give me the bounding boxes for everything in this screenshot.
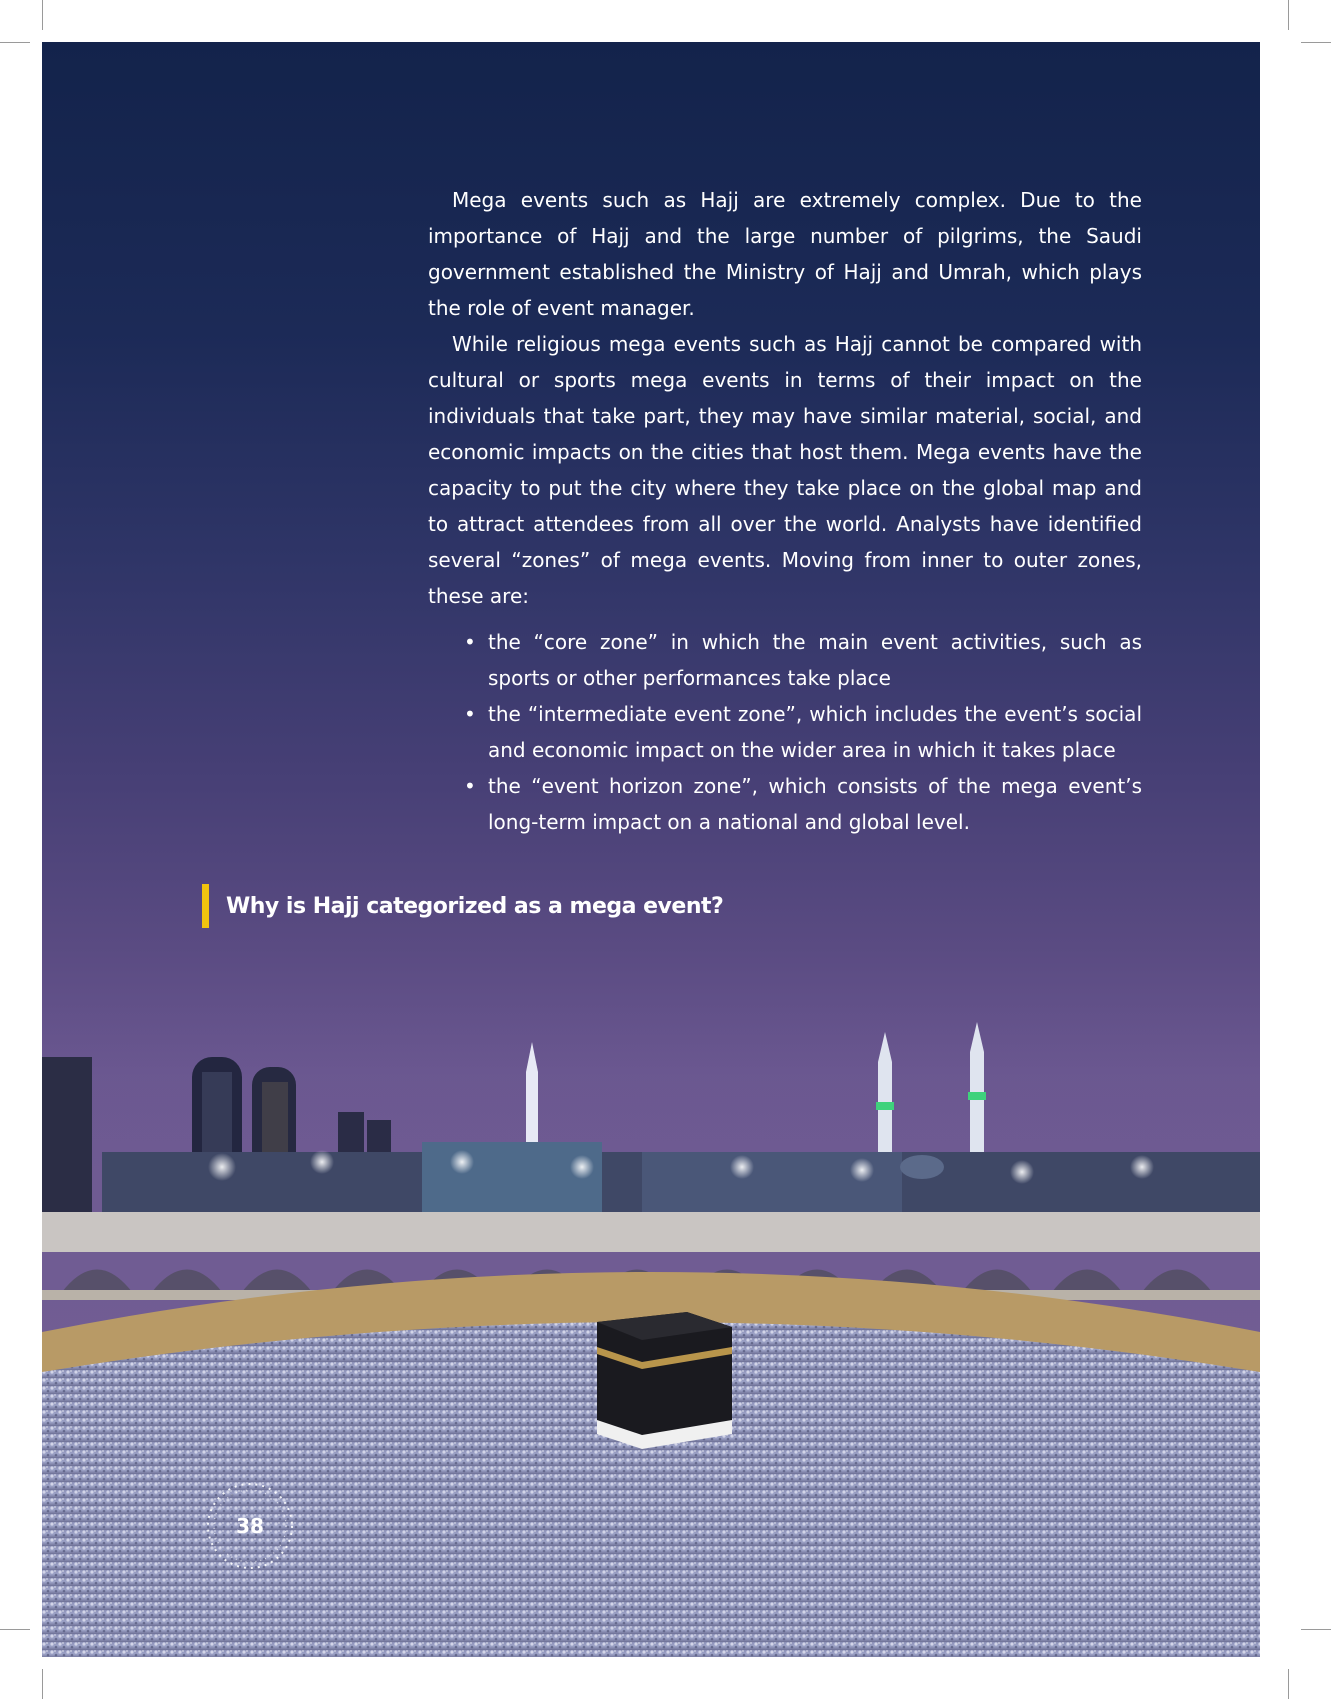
list-item: • the “event horizon zone”, which consists of the mega event’s long-term impact on a national and global level.	[488, 768, 1142, 840]
question-text: Why is Hajj categorized as a mega event?	[226, 893, 724, 919]
paragraph: While religious mega events such as Hajj cannot be compared with cultural or sports mega events in terms of their impact on the individuals that take part, they may have similar material, social, and economic impacts on the cities that host them. Mega events have the capacity to put the city where they take place on the global map and to attract attendees from all over the world. Analysts have identified several “zones” of mega events. Moving from inner to outer zones, these are:	[428, 332, 1142, 608]
question-accent-bar	[202, 884, 209, 928]
crop-mark	[1288, 1669, 1289, 1699]
page-number	[202, 1478, 298, 1574]
crop-mark	[0, 42, 30, 43]
crop-mark	[1301, 1629, 1331, 1630]
page-number-text: 38	[236, 1514, 264, 1538]
body-text	[428, 182, 1142, 840]
crop-mark	[1301, 42, 1331, 43]
list-item: • the “intermediate event zone”, which includes the event’s social and economic impact on the wider area in which it takes place	[488, 696, 1142, 768]
crop-mark	[42, 0, 43, 30]
paragraph: Mega events such as Hajj are extremely complex. Due to the importance of Hajj and the large number of pilgrims, the Saudi government established the Ministry of Hajj and Umrah, which plays the role of event manager.	[428, 188, 1142, 320]
crop-mark	[1288, 0, 1289, 30]
crop-mark	[0, 1629, 30, 1630]
list-item: • the “core zone” in which the main event activities, such as sports or other performances take place	[488, 624, 1142, 696]
zone-list	[428, 624, 1142, 840]
question-callout	[202, 884, 723, 928]
crop-mark	[42, 1669, 43, 1699]
page	[42, 42, 1260, 1657]
